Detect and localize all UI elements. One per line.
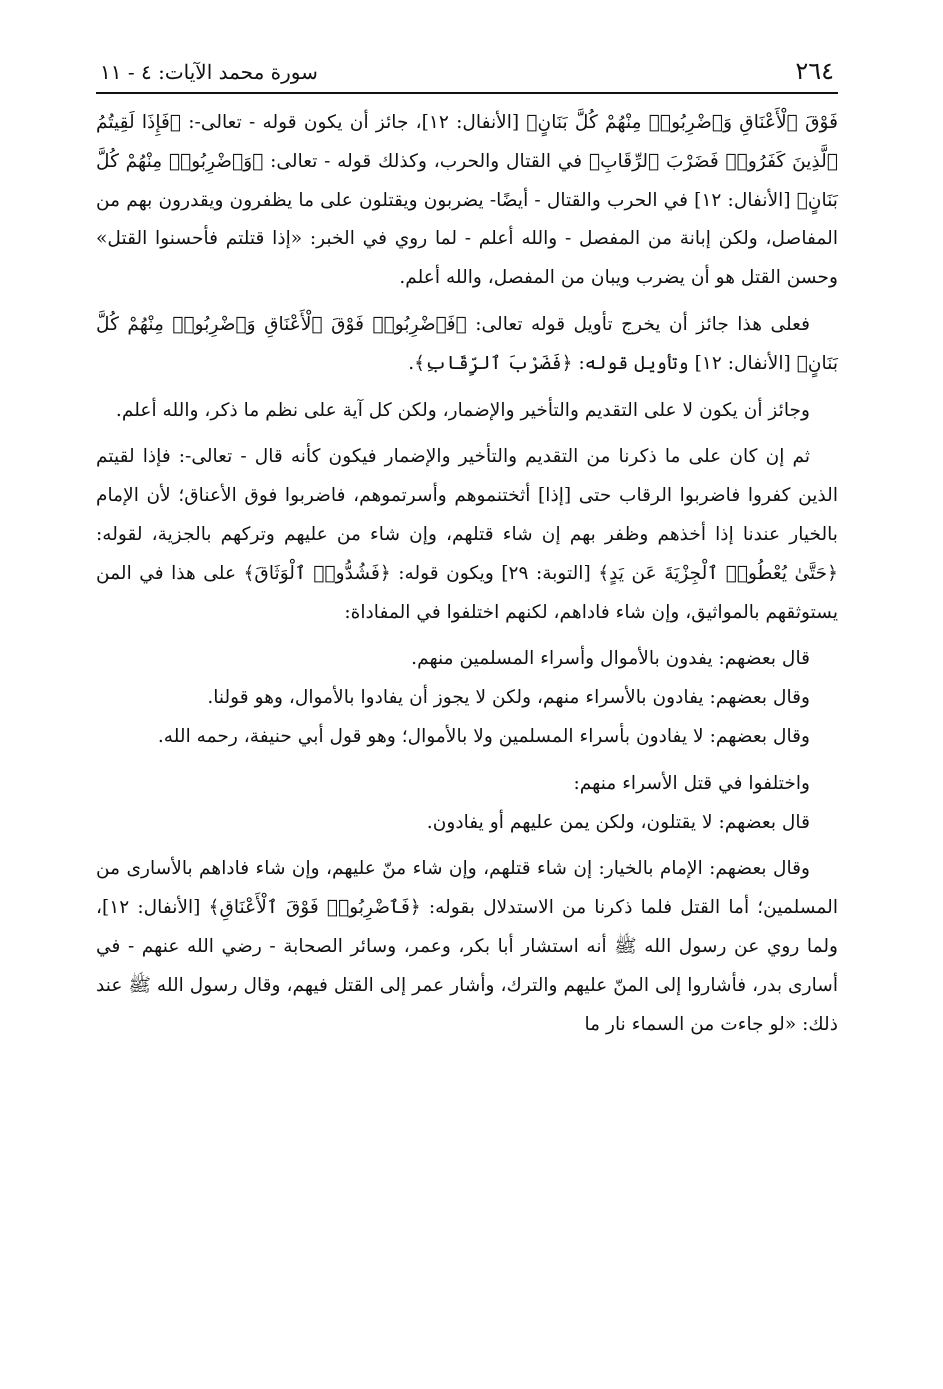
page-number: ٢٦٤ <box>795 57 834 85</box>
paragraph-6: وقال بعضهم: يفادون بالأسراء منهم، ولكن لا يجوز أن يفادوا بالأموال، وهو قولنا. <box>207 687 810 709</box>
book-page <box>96 52 838 1352</box>
header-divider <box>96 92 838 94</box>
paragraph-1: فَوْقَ ٱلْأَعْنَاقِ وَٱضْرِبُوا۟ مِنْهُمْ كُلَّ بَنَانٍ﴾ [الأنفال: ١٢]، جائز أن يكون قوله - تعالى-: ﴿فَإِذَا لَقِيتُمُ ٱلَّذِينَ كَفَرُوا۟ فَضَرْبَ ٱلرِّقَابِ﴾ في القتال والحرب، وكذلك قوله - تعالى: ﴿وَٱضْرِبُوا۟ مِنْهُمْ كُلَّ بَنَانٍ﴾ [الأنفال: ١٢] في الحرب والقتال - أيضًا- يضربون ويقتلون على ما يظفرون ويقدرون بهم من المفاصل، ولكن إبانة من المفصل - والله أعلم - لما روي في الخبر: «إذا قتلتم فأحسنوا القتل» وحسن القتل هو أن يضرب ويبان من المفصل، والله أعلم. <box>96 112 838 289</box>
paragraph-3: وجائز أن يكون لا على التقديم والتأخير والإضمار، ولكن كل آية على نظم ما ذكر، والله أعلم. <box>115 399 810 421</box>
paragraph-8: واختلفوا في قتل الأسراء منهم: <box>573 772 810 794</box>
paragraph-10: وقال بعضهم: الإمام بالخيار: إن شاء قتلهم، وإن شاء منّ عليهم، وإن شاء فاداهم بالأسارى من المسلمين؛ أما القتل فلما ذكرنا من الاستدلال بقوله: ﴿فَٱضْرِبُوا۟ فَوْقَ ٱلْأَعْنَاقِ﴾ [الأنفال: ١٢]، ولما روي عن رسول الله ﷺ أنه استشار أبا بكر، وعمر، وسائر الصحابة - رضي الله عنهم - في أسارى بدر، فأشاروا إلى المنّ عليهم والترك، وأشار عمر إلى القتل فيهم، وقال رسول الله ﷺ عند ذلك: «لو جاءت من السماء نار ما <box>96 858 838 1035</box>
paragraph-5: قال بعضهم: يفدون بالأموال وأسراء المسلمين منهم. <box>411 648 810 670</box>
paragraph-4: ثم إن كان على ما ذكرنا من التقديم والتأخير والإضمار فيكون كأنه قال - تعالى-: فإذا لقيتم الذين كفروا فاضربوا الرقاب حتى [إذا] أثختنموهم وأسرتموهم، فاضربوا فوق الأعناق؛ لأن الإمام بالخيار عندنا إذا أخذهم وظفر بهم إن شاء قتلهم، وإن شاء من عليهم وتركهم بالجزية، لقوله: ﴿حَتَّىٰ يُعْطُوا۟ ٱلْجِزْيَةَ عَن يَدٍ﴾ [التوبة: ٢٩] ويكون قوله: ﴿فَشُدُّوا۟ ٱلْوَثَاقَ﴾ على هذا في المن يستوثقهم بالمواثيق، وإن شاء فاداهم، لكنهم اختلفوا في المفاداة: <box>96 446 838 623</box>
paragraph-9: قال بعضهم: لا يقتلون، ولكن يمن عليهم أو يفادون. <box>426 811 810 833</box>
page-header <box>96 52 838 92</box>
paragraph-7: وقال بعضهم: لا يفادون بأسراء المسلمين ولا بالأموال؛ وهو قول أبي حنيفة، رحمه الله. <box>157 725 810 747</box>
paragraph-2: فعلى هذا جائز أن يخرج تأويل قوله تعالى: ﴿فَٱضْرِبُوا۟ فَوْقَ ٱلْأَعْنَاقِ وَٱضْرِبُوا۟ مِنْهُمْ كُلَّ بَنَانٍ﴾ [الأنفال: ١٢] وتأويل قوله: ﴿فَضَرْبَ ٱلرِّقَابِ﴾. <box>96 313 838 374</box>
running-title: سورة محمد الآيات: ٤ - ١١ <box>100 60 318 84</box>
page-body <box>96 104 838 1044</box>
